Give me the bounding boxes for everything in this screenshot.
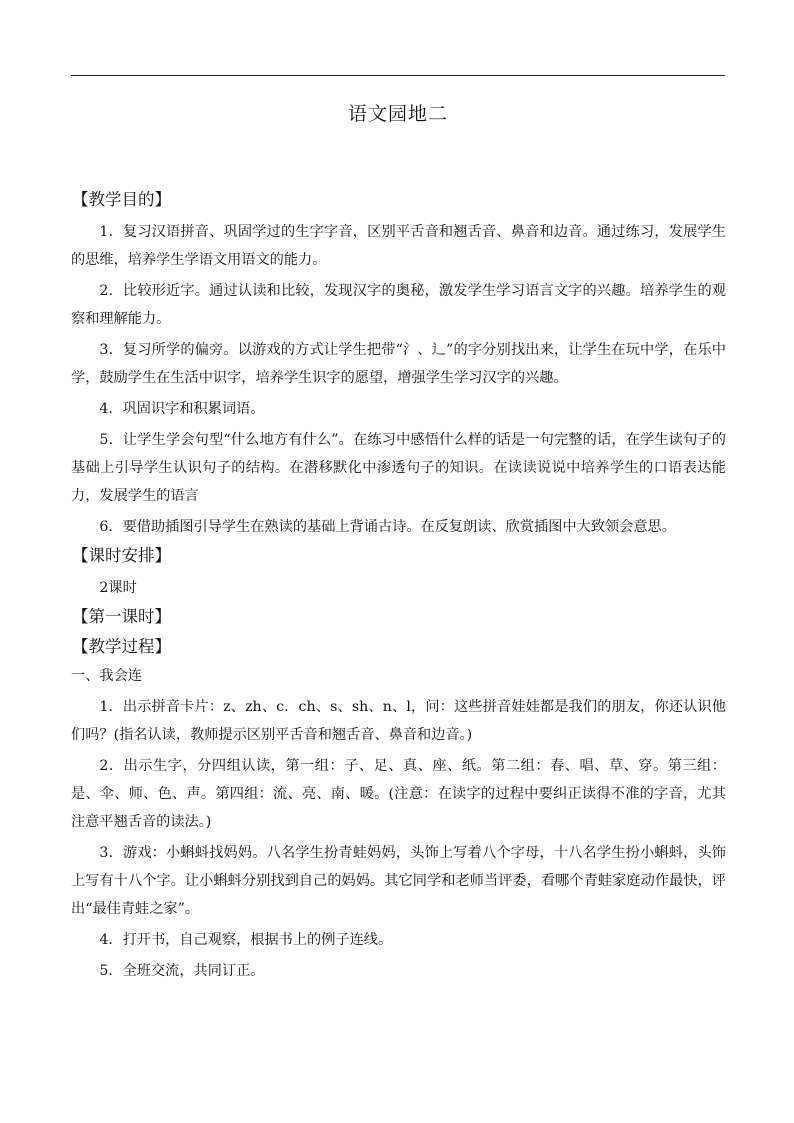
process-paragraph: 4．打开书，自己观察，根据书上的例子连线。 [99,932,393,948]
lesson-heading: 【第一课时】 [72,607,171,626]
process-paragraph: 1．出示拼音卡片：z、zh、c．ch、s、sh、n、l，问：这些拼音娃娃都是我们的朋友，你还认识他们吗？(指名认读，教师提示区别平舌音和翘舌音、鼻音和边音。) [71,699,726,743]
document-body [71,185,726,985]
process-subheading: 一、我会连 [71,668,142,684]
objectives-heading: 【教学目的】 [72,190,171,209]
process-paragraph: 3．游戏：小蝌蚪找妈妈。八名学生扮青蛙妈妈，头饰上写着八个字母，十八名学生扮小蝌蚪，头饰上写有十八个字。让小蝌蚪分别找到自己的妈妈。其它同学和老师当评委，看哪个青蛙家庭动作最快，评出“最佳青蛙之家”。 [71,845,726,917]
objective-paragraph: 3．复习所学的偏旁。以游戏的方式让学生把带“氵、辶”的字分别找出来，让学生在玩中学，在乐中学，鼓励学生在生活中识字，培养学生识字的愿望，增强学生学习汉字的兴趣。 [71,342,726,386]
process-heading: 【教学过程】 [72,637,171,656]
objective-paragraph: 5．让学生学会句型“什么地方有什么”。在练习中感悟什么样的话是一句完整的话，在学生读句子的基础上引导学生认识句子的结构。在潜移默化中渗透句子的知识。在读读说说中培养学生的口语表达能力，发展学生的语言 [71,432,726,504]
objective-paragraph: 6．要借助插图引导学生在熟读的基础上背诵古诗。在反复朗读、欣赏插图中大致领会意思。 [99,519,676,535]
process-paragraph: 2．出示生字，分四组认读，第一组：子、足、真、座、纸。第二组：春、唱、草、穿。第三组：是、伞、师、色、声。第四组：流、亮、南、暖。(注意：在读字的过程中要纠正读得不准的字音，尤其注意平翘舌音的读法。) [71,758,726,830]
header-rule [71,75,725,76]
page-title: 语文园地二 [347,103,448,125]
objective-paragraph: 1．复习汉语拼音、巩固学过的生字字音，区别平舌音和翘舌音、鼻音和边音。通过练习，发展学生的思维，培养学生学语文用语文的能力。 [71,224,726,268]
objective-paragraph: 2．比较形近字。通过认读和比较，发现汉字的奥秘，激发学生学习语言文字的兴趣。培养学生的观察和理解能力。 [71,283,726,327]
schedule-text: 2课时 [99,580,137,596]
schedule-heading: 【课时安排】 [72,546,171,565]
process-paragraph: 5．全班交流，共同订正。 [99,963,265,979]
objective-paragraph: 4．巩固识字和积累词语。 [99,401,265,417]
